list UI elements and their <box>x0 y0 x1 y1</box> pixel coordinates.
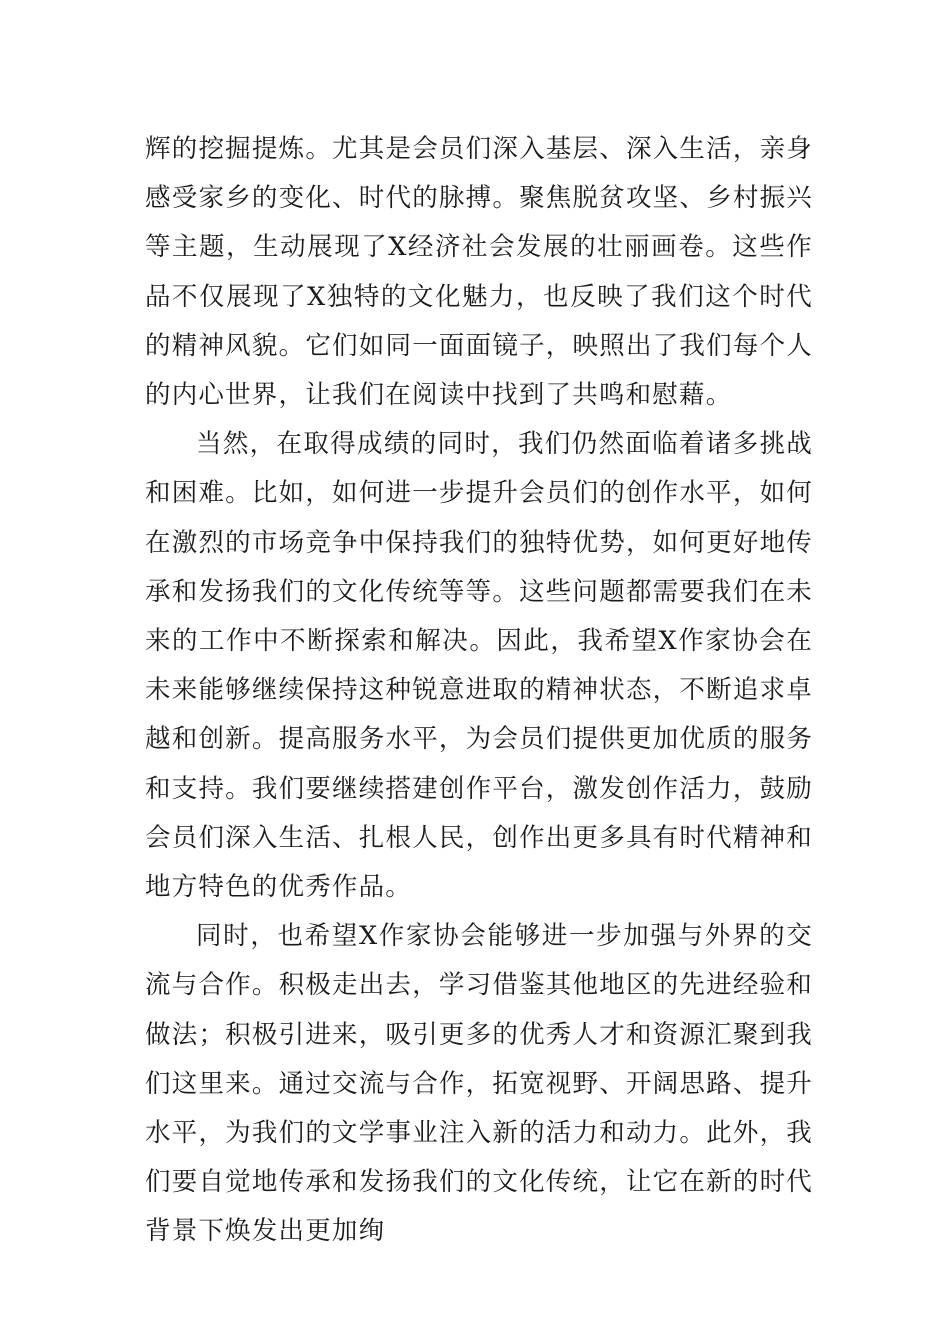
paragraph-1: 辉的挖掘提炼。尤其是会员们深入基层、深入生活，亲身感受家乡的变化、时代的脉搏。聚焦脱贫攻坚、乡村振兴等主题，生动展现了X经济社会发展的壮丽画卷。这些作品不仅展现了X独特的文化魅力，也反映了我们这个时代的精神风貌。它们如同一面面镜子，映照出了我们每个人的内心世界，让我们在阅读中找到了共鸣和慰藉。 <box>145 134 813 411</box>
paragraph-3: 同时，也希望X作家协会能够进一步加强与外界的交流与合作。积极走出去，学习借鉴其他地区的先进经验和做法；积极引进来，吸引更多的优秀人才和资源汇聚到我们这里来。通过交流与合作，拓宽视野、开阔思路、提升水平，为我们的文学事业注入新的活力和动力。此外，我们要自觉地传承和发扬我们的文化传统，让它在新的时代背景下焕发出更加绚 <box>145 921 813 1247</box>
document-body <box>145 125 813 1257</box>
paragraph-2: 当然，在取得成绩的同时，我们仍然面临着诸多挑战和困难。比如，如何进一步提升会员们的创作水平，如何在激烈的市场竞争中保持我们的独特优势，如何更好地传承和发扬我们的文化传统等等。这些问题都需要我们在未来的工作中不断探索和解决。因此，我希望X作家协会在未来能够继续保持这种锐意进取的精神状态，不断追求卓越和创新。提高服务水平，为会员们提供更加优质的服务和支持。我们要继续搭建创作平台，激发创作活力，鼓励会员们深入生活、扎根人民，创作出更多具有时代精神和地方特色的优秀作品。 <box>145 429 813 903</box>
